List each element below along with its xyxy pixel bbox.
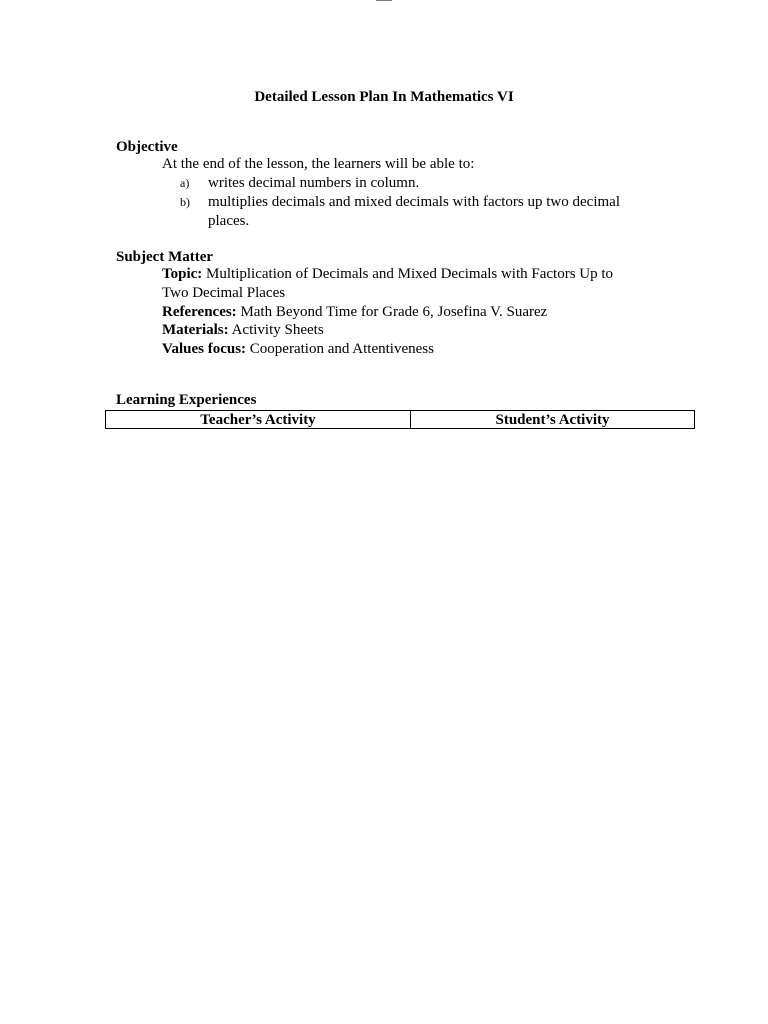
- student-activity-header: Student’s Activity: [411, 411, 695, 429]
- materials-label: Materials:: [162, 322, 229, 338]
- objective-item-b: multiplies decimals and mixed decimals with factors up two decimal places.: [208, 194, 620, 229]
- topic-line: [162, 265, 632, 302]
- activities-table: [105, 410, 695, 429]
- table-header-row: [106, 411, 695, 429]
- page-header-mark: [376, 0, 392, 1]
- references-label: References:: [162, 304, 237, 320]
- document-title: Detailed Lesson Plan In Mathematics VI: [254, 89, 514, 105]
- objective-item-marker-b: b): [180, 195, 190, 209]
- materials-line: [162, 321, 324, 340]
- objective-item-marker-a: a): [180, 176, 190, 190]
- values-focus-line: [162, 340, 434, 359]
- materials-value: Activity Sheets: [231, 322, 324, 338]
- teacher-activity-header: Teacher’s Activity: [106, 411, 411, 429]
- objective-item-a: writes decimal numbers in column.: [208, 175, 420, 191]
- topic-value: Multiplication of Decimals and Mixed Decimals with Factors Up to Two Decimal Places: [162, 266, 614, 301]
- subject-matter-heading: Subject Matter: [116, 249, 214, 265]
- topic-label: Topic:: [162, 266, 203, 282]
- learning-experiences-heading: Learning Experiences: [116, 392, 257, 408]
- values-focus-value: Cooperation and Attentiveness: [249, 341, 434, 357]
- objective-intro: At the end of the lesson, the learners will be able to:: [162, 156, 475, 172]
- objective-heading: Objective: [116, 139, 178, 155]
- references-value: Math Beyond Time for Grade 6, Josefina V. Suarez: [240, 304, 548, 320]
- references-line: [162, 303, 547, 322]
- values-focus-label: Values focus:: [162, 341, 247, 357]
